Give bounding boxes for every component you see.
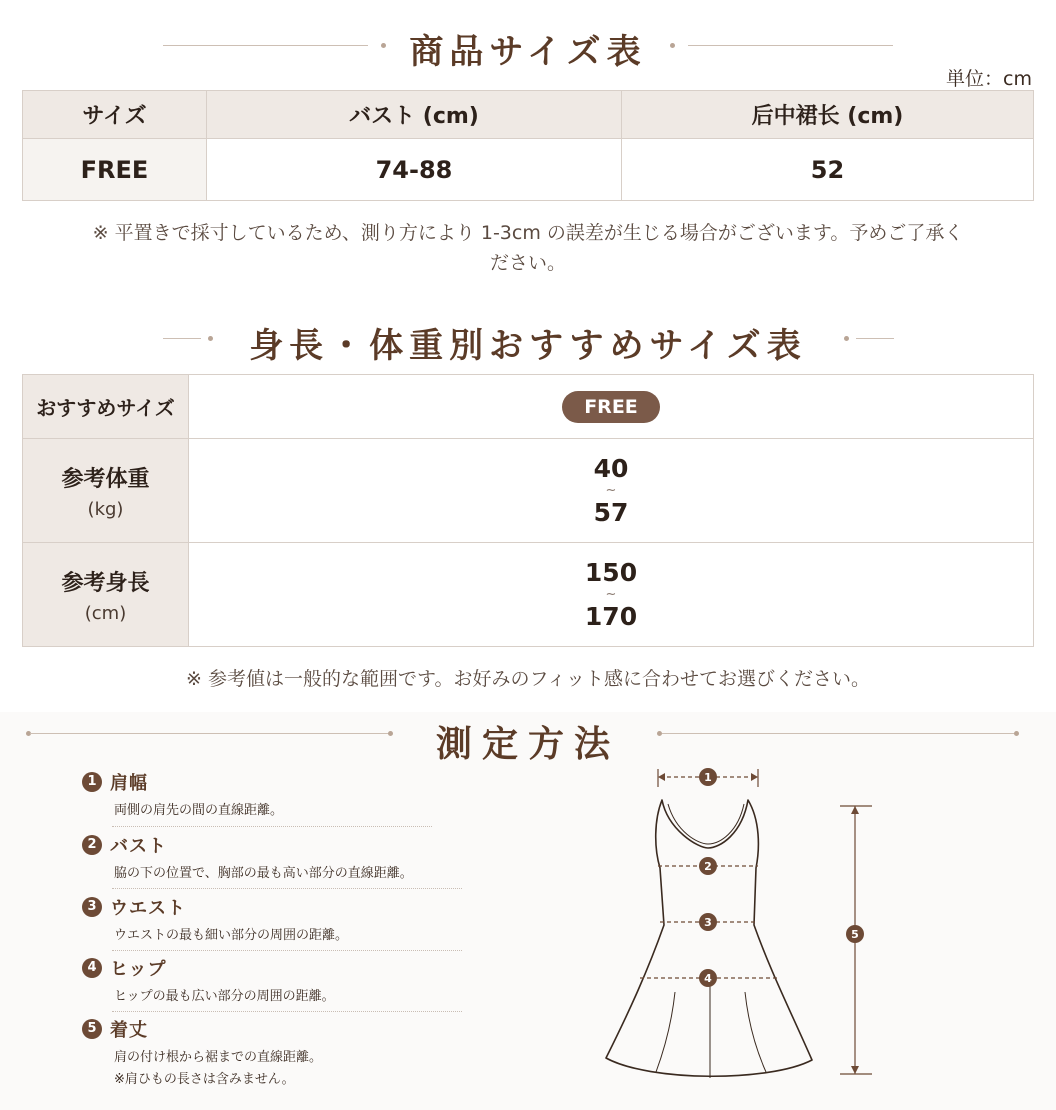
size-table bbox=[22, 90, 1034, 201]
measure-item-title: ヒップ bbox=[110, 959, 167, 980]
height-max: 170 bbox=[584, 601, 638, 631]
measure-item-desc: ウエストの最も細い部分の周囲の距離。 bbox=[114, 928, 349, 943]
badge-1: 1 bbox=[82, 772, 102, 792]
dress-fold-3 bbox=[745, 992, 766, 1072]
height-label: 参考身長 bbox=[61, 570, 150, 596]
diagram-badge-1-label: 1 bbox=[704, 771, 712, 784]
size-note-line2: ださい。 bbox=[489, 252, 566, 274]
cell-bust: 74-88 bbox=[207, 139, 622, 201]
measure-item-5 bbox=[82, 1016, 462, 1090]
recommend-row-weight bbox=[23, 439, 1034, 543]
unit-label: 単位：cm bbox=[946, 68, 1032, 90]
size-table-row bbox=[23, 139, 1034, 201]
height-unit: (cm) bbox=[84, 602, 127, 624]
diagram-badge-2-label: 2 bbox=[704, 860, 712, 873]
diagram-badge-3-label: 3 bbox=[704, 916, 712, 929]
recommend-title: 身長・体重別おすすめサイズ表 bbox=[249, 326, 807, 366]
measure-item-title: 着丈 bbox=[110, 1020, 148, 1041]
label-weight bbox=[23, 439, 189, 543]
weight-max: 57 bbox=[593, 497, 629, 527]
divider bbox=[112, 826, 432, 827]
header-size: サイズ bbox=[23, 91, 207, 139]
title-rule-right bbox=[688, 45, 893, 46]
size-table-header-row bbox=[23, 91, 1034, 139]
value-weight bbox=[189, 439, 1034, 543]
dress-body bbox=[606, 800, 812, 1076]
dress-neck-inner bbox=[668, 804, 744, 844]
header-length: 后中裙长 (cm) bbox=[622, 91, 1034, 139]
height-tilde: ~ bbox=[605, 586, 617, 602]
divider bbox=[112, 888, 462, 889]
divider bbox=[112, 1011, 462, 1012]
measure-item-title: バスト bbox=[110, 836, 167, 857]
title3-dot-right-end bbox=[1014, 731, 1019, 736]
measure-item-title: 肩幅 bbox=[110, 773, 148, 794]
badge-4: 4 bbox=[82, 958, 102, 978]
arrow-left bbox=[658, 773, 665, 781]
measure-item-1 bbox=[82, 769, 462, 821]
divider bbox=[112, 950, 462, 951]
diagram-badge-5-label: 5 bbox=[851, 928, 859, 941]
cell-length: 52 bbox=[622, 139, 1034, 201]
arrow-up bbox=[851, 806, 859, 814]
measure-item-desc: 両側の肩先の間の直線距離。 bbox=[114, 803, 284, 818]
measure-item-2 bbox=[82, 832, 462, 884]
weight-unit: (kg) bbox=[87, 498, 124, 520]
arrow-right bbox=[751, 773, 758, 781]
height-min: 150 bbox=[584, 557, 638, 587]
value-recommend-size bbox=[189, 375, 1034, 439]
title2-rule-right bbox=[856, 338, 894, 339]
measure-item-desc: ヒップの最も広い部分の周囲の距離。 bbox=[114, 989, 335, 1004]
badge-5: 5 bbox=[82, 1019, 102, 1039]
size-note-line1: ※ 平置きで採寸しているため、測り方により 1-3cm の誤差が生じる場合がございます。予めご了承く bbox=[92, 222, 964, 244]
weight-tilde: ~ bbox=[605, 482, 617, 498]
badge-3: 3 bbox=[82, 897, 102, 917]
recommend-note: ※ 参考値は一般的な範囲です。お好みのフィット感に合わせてお選びください。 bbox=[186, 668, 870, 690]
recommend-table bbox=[22, 374, 1034, 647]
value-height bbox=[189, 543, 1034, 647]
dress-outline-icon bbox=[590, 760, 890, 1090]
title3-rule-right bbox=[662, 733, 1018, 734]
measure-item-title: ウエスト bbox=[110, 898, 186, 919]
measure-title: 測定方法 bbox=[435, 723, 620, 765]
weight-min: 40 bbox=[593, 453, 629, 483]
measure-item-desc2: ※肩ひもの長さは含みません。 bbox=[114, 1072, 295, 1087]
arrow-down bbox=[851, 1066, 859, 1074]
badge-2: 2 bbox=[82, 835, 102, 855]
dress-fold-1 bbox=[656, 992, 675, 1072]
label-height bbox=[23, 543, 189, 647]
label-recommend-size: おすすめサイズ bbox=[23, 375, 189, 439]
measure-item-3 bbox=[82, 894, 462, 946]
measure-item-desc: 肩の付け根から裾までの直線距離。 bbox=[114, 1050, 323, 1065]
recommend-row-size bbox=[23, 375, 1034, 439]
weight-label: 参考体重 bbox=[61, 466, 150, 492]
size-pill: FREE bbox=[562, 391, 660, 423]
measure-item-desc: 脇の下の位置で、胸部の最も高い部分の直線距離。 bbox=[114, 866, 413, 881]
size-table-title: 商品サイズ表 bbox=[409, 32, 647, 72]
header-bust: バスト (cm) bbox=[207, 91, 622, 139]
diagram-badge-4-label: 4 bbox=[704, 972, 712, 985]
title-dot-right bbox=[670, 43, 675, 48]
cell-size: FREE bbox=[23, 139, 207, 201]
recommend-row-height bbox=[23, 543, 1034, 647]
measure-item-4 bbox=[82, 955, 462, 1007]
title2-dot-right bbox=[844, 336, 849, 341]
